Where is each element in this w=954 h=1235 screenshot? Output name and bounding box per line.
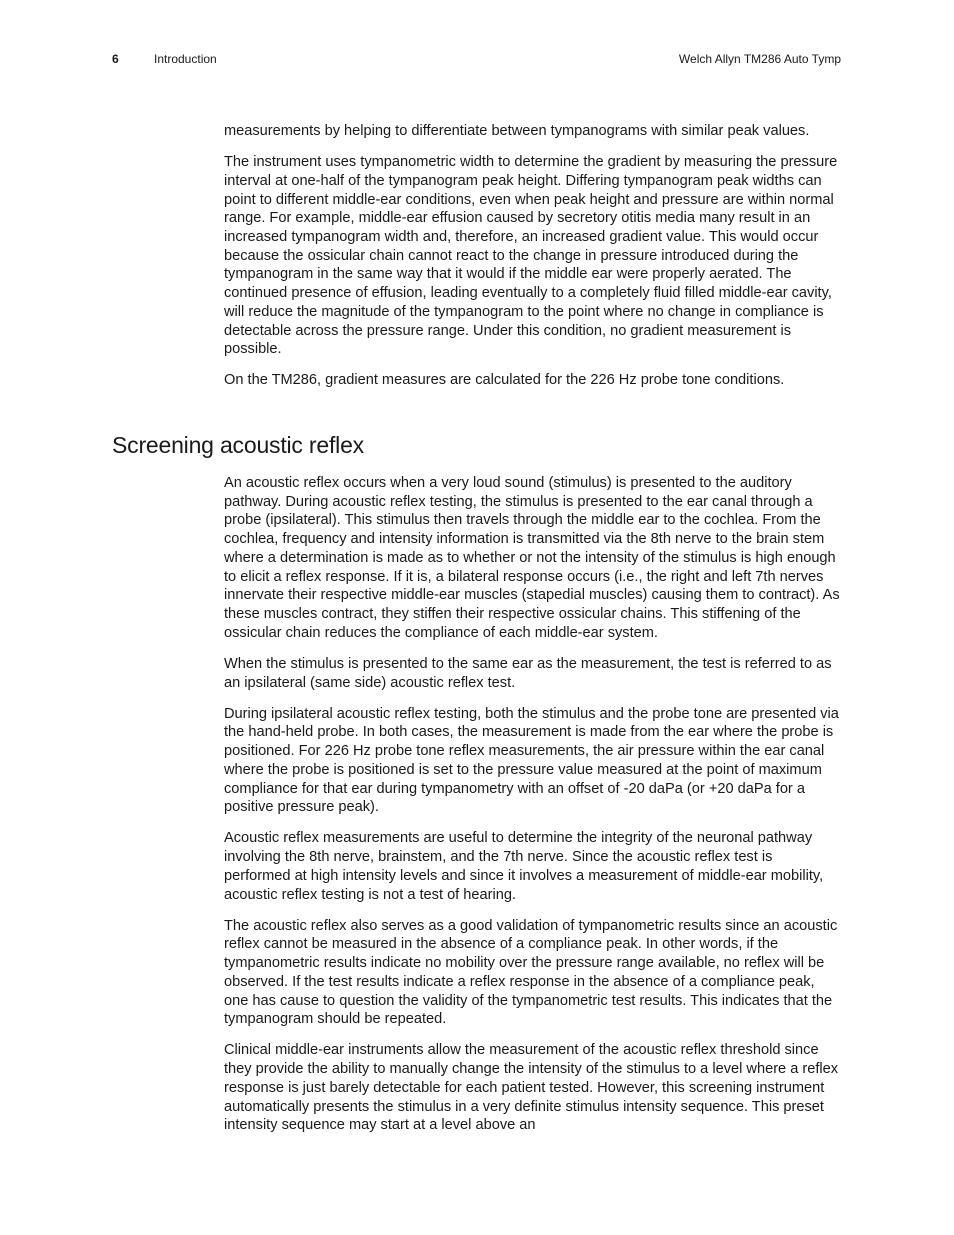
acoustic-reflex-section-body (224, 474, 840, 1148)
paragraph: The acoustic reflex also serves as a good validation of tympanometric results since an acoustic reflex cannot be measured in the absence of a compliance peak. In other words, if the tympanometric results indicate no mobility over the pressure range available, no reflex will be observed. If the test results indicate a reflex response in the absence of a compliance peak, one has cause to question the validity of the tympanometric test results. This indicates that the tympanogram should be repeated. (224, 917, 838, 1028)
section-heading: Screening acoustic reflex (112, 432, 364, 458)
chapter-name: Introduction (154, 52, 217, 66)
paragraph: When the stimulus is presented to the same ear as the measurement, the test is referred to as an ipsilateral (same side) acoustic reflex test. (224, 655, 832, 691)
paragraph: Clinical middle-ear instruments allow the measurement of the acoustic reflex threshold since they provide the ability to manually change the intensity of the stimulus to a level where a reflex response is just barely detectable for each patient tested. However, this screening instrument automatically presents the stimulus in a very definite stimulus intensity sequence. This preset intensity sequence may start at a level above an (224, 1042, 839, 1134)
paragraph: During ipsilateral acoustic reflex testing, both the stimulus and the probe tone are presented via the hand-held probe. In both cases, the measurement is made from the ear where the probe is positioned. For 226 Hz probe tone reflex measurements, the air pressure within the ear canal where the probe is positioned is set to the pressure value measured at the point of maximum compliance for that ear during tympanometry with an offset of -20 daPa (or +20 daPa for a positive pressure peak). (224, 705, 839, 816)
paragraph: An acoustic reflex occurs when a very loud sound (stimulus) is presented to the auditory pathway. During acoustic reflex testing, the stimulus is presented to the ear canal through a probe (ipsilateral). This stimulus then travels through the middle ear to the cochlea. From the cochlea, frequency and intensity information is transmitted via the 8th nerve to the brain stem where a determination is made as to whether or not the intensity of the stimulus is high enough to elicit a reflex response. If it is, a bilateral response occurs (i.e., the right and left 7th nerves innervate their respective middle-ear muscles (stapedial muscles) causing them to contract). As these muscles contract, they stiffen their respective ossicular chains. This stiffening of the ossicular chain reduces the compliance of each middle-ear system. (224, 475, 840, 641)
page-header (112, 52, 841, 70)
page-number: 6 (112, 52, 119, 66)
document-title: Welch Allyn TM286 Auto Tymp (678, 52, 841, 66)
paragraph: On the TM286, gradient measures are calculated for the 226 Hz probe tone conditions. (224, 372, 785, 389)
paragraph: measurements by helping to differentiate between tympanograms with similar peak values. (224, 123, 810, 139)
paragraph: The instrument uses tympanometric width to determine the gradient by measuring the pressure interval at one-half of the tympanogram peak height. Differing tympanogram peak widths can point to different middle-ear conditions, even when peak height and pressure are within normal range. For example, middle-ear effusion caused by secretory otitis media many result in an increased tympanogram width and, therefore, an increased gradient value. This would occur because the ossicular chain cannot react to the change in pressure introduced during the tympanogram in the same way that it would if the middle ear were properly aerated. The continued presence of effusion, leading eventually to a completely fluid filled middle-ear cavity, will reduce the magnitude of the tympanogram to the point where no change in compliance is detectable across the pressure range. Under this condition, no gradient measurement is possible. (224, 154, 838, 358)
paragraph: Acoustic reflex measurements are useful to determine the integrity of the neuronal pathway involving the 8th nerve, brainstem, and the 7th nerve. Since the acoustic reflex test is performed at high intensity levels and since it involves a measurement of middle-ear mobility, acoustic reflex testing is not a test of hearing. (224, 830, 824, 903)
gradient-section-body (224, 122, 840, 403)
